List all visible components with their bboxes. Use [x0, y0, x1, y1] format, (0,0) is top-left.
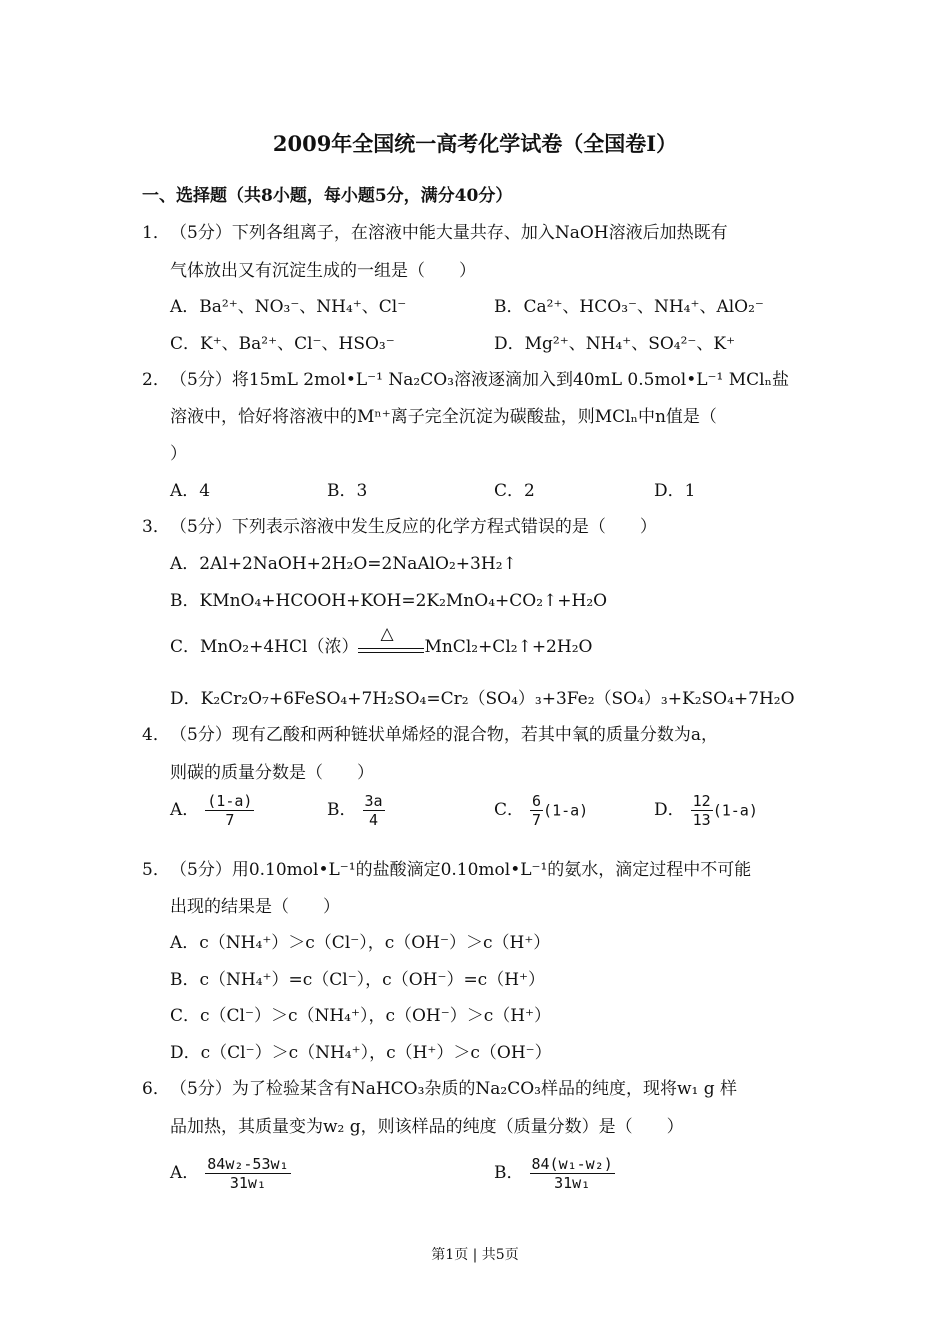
option-label: C．: [494, 800, 525, 820]
fraction: [530, 792, 543, 829]
option-b: [494, 1155, 615, 1192]
question-number: 3．: [142, 517, 170, 537]
equation-left: C．MnO₂+4HCl（浓）: [170, 637, 359, 657]
option-b: B．Ca²⁺、HCO₃⁻、NH₄⁺、AlO₂⁻: [494, 297, 764, 317]
fraction: [363, 792, 385, 829]
option-d: D．1: [654, 481, 696, 501]
denominator: 31w₁: [554, 1174, 591, 1192]
option-c: C．K⁺、Ba²⁺、Cl⁻、HSO₃⁻: [170, 334, 395, 354]
option-c: C．2: [494, 481, 535, 501]
denominator: 7: [532, 811, 542, 829]
fraction: [691, 792, 713, 829]
option-a: [170, 1155, 291, 1192]
question-text: （5分）下列表示溶液中发生反应的化学方程式错误的是（ ）: [170, 517, 657, 537]
option-d: [654, 792, 758, 829]
option-b: [327, 792, 385, 829]
heat-triangle-icon: △: [380, 623, 394, 644]
numerator: 6: [532, 792, 542, 810]
section-heading: 一、选择题（共8小题，每小题5分，满分40分）: [142, 186, 513, 206]
option-a: A．2Al+2NaOH+2H₂O=2NaAlO₂+3H₂↑: [170, 554, 517, 574]
question-5: [142, 855, 751, 880]
option-label: A．: [170, 800, 200, 820]
question-2-continuation-2: ）: [170, 444, 187, 464]
denominator: 7: [225, 811, 235, 829]
question-2: [142, 365, 789, 390]
question-text: （5分）为了检验某含有NaHCO₃杂质的Na₂CO₃样品的纯度，现将w₁ g 样: [170, 1079, 738, 1099]
question-number: 1．: [142, 223, 170, 243]
option-c: C．c（Cl⁻）＞c（NH₄⁺），c（OH⁻）＞c（H⁺）: [170, 1006, 552, 1026]
option-c: [494, 792, 588, 829]
option-d: D．Mg²⁺、NH₄⁺、SO₄²⁻、K⁺: [494, 334, 736, 354]
page-footer: 第1页 | 共5页: [431, 1247, 519, 1263]
numerator: 84(w₁-w₂): [531, 1155, 613, 1173]
question-1: [142, 218, 728, 243]
fraction: [205, 792, 254, 829]
option-a: [170, 792, 254, 829]
question-text: （5分）将15mL 2mol•L⁻¹ Na₂CO₃溶液逐滴加入到40mL 0.5mol•L⁻¹ MClₙ盐: [170, 370, 789, 390]
option-b: B．3: [327, 481, 368, 501]
numerator: (1-a): [207, 792, 253, 810]
option-label: A．: [170, 1163, 200, 1183]
page-title: 2009年全国统一高考化学试卷（全国卷Ⅰ）: [272, 131, 678, 156]
question-3: [142, 512, 657, 537]
denominator: 4: [369, 811, 379, 829]
question-6: [142, 1074, 737, 1099]
denominator: 13: [692, 811, 711, 829]
option-a: A．c（NH₄⁺）＞c（Cl⁻），c（OH⁻）＞c（H⁺）: [170, 933, 551, 953]
option-b: B．KMnO₄+HCOOH+KOH=2K₂MnO₄+CO₂↑+H₂O: [170, 591, 608, 611]
question-6-continuation: 品加热，其质量变为w₂ g，则该样品的纯度（质量分数）是（ ）: [170, 1117, 684, 1137]
question-1-continuation: 气体放出又有沉淀生成的一组是（ ）: [170, 261, 476, 281]
fraction: [530, 1155, 615, 1192]
option-label: B．: [327, 800, 357, 820]
question-2-continuation: 溶液中，恰好将溶液中的Mⁿ⁺离子完全沉淀为碳酸盐，则MClₙ中n值是（: [170, 407, 717, 427]
question-text: （5分）现有乙酸和两种链状单烯烃的混合物，若其中氧的质量分数为a，: [170, 725, 718, 745]
question-text: （5分）下列各组离子，在溶液中能大量共存、加入NaOH溶液后加热既有: [170, 223, 728, 243]
option-label: D．: [654, 800, 685, 820]
numerator: 84w₂-53w₁: [207, 1155, 289, 1173]
option-c: [170, 623, 593, 658]
question-text: （5分）用0.10mol•L⁻¹的盐酸滴定0.10mol•L⁻¹的氨水，滴定过程中不可能: [170, 860, 752, 880]
equation-right: MnCl₂+Cl₂↑+2H₂O: [424, 637, 593, 657]
fraction: [205, 1155, 290, 1192]
option-a: A．Ba²⁺、NO₃⁻、NH₄⁺、Cl⁻: [170, 297, 407, 317]
question-number: 4．: [142, 725, 170, 745]
option-d: D．K₂Cr₂O₇+6FeSO₄+7H₂SO₄=Cr₂（SO₄）₃+3Fe₂（SO₄）₃+K₂SO₄+7H₂O: [170, 689, 795, 709]
option-b: B．c（NH₄⁺）=c（Cl⁻），c（OH⁻）=c（H⁺）: [170, 970, 546, 990]
question-number: 6．: [142, 1079, 170, 1099]
denominator: 31w₁: [229, 1174, 266, 1192]
factor: (1-a): [543, 801, 589, 820]
question-number: 2．: [142, 370, 170, 390]
question-4-continuation: 则碳的质量分数是（ ）: [170, 763, 374, 783]
question-number: 5．: [142, 860, 170, 880]
heat-condition-sign: [358, 623, 424, 658]
numerator: 3a: [364, 792, 383, 810]
option-d: D．c（Cl⁻）＞c（NH₄⁺），c（H⁺）＞c（OH⁻）: [170, 1043, 552, 1063]
option-a: A．4: [170, 481, 211, 501]
question-4: [142, 720, 718, 745]
option-label: B．: [494, 1163, 524, 1183]
numerator: 12: [692, 792, 711, 810]
question-5-continuation: 出现的结果是（ ）: [170, 897, 340, 917]
factor: (1-a): [712, 801, 758, 820]
